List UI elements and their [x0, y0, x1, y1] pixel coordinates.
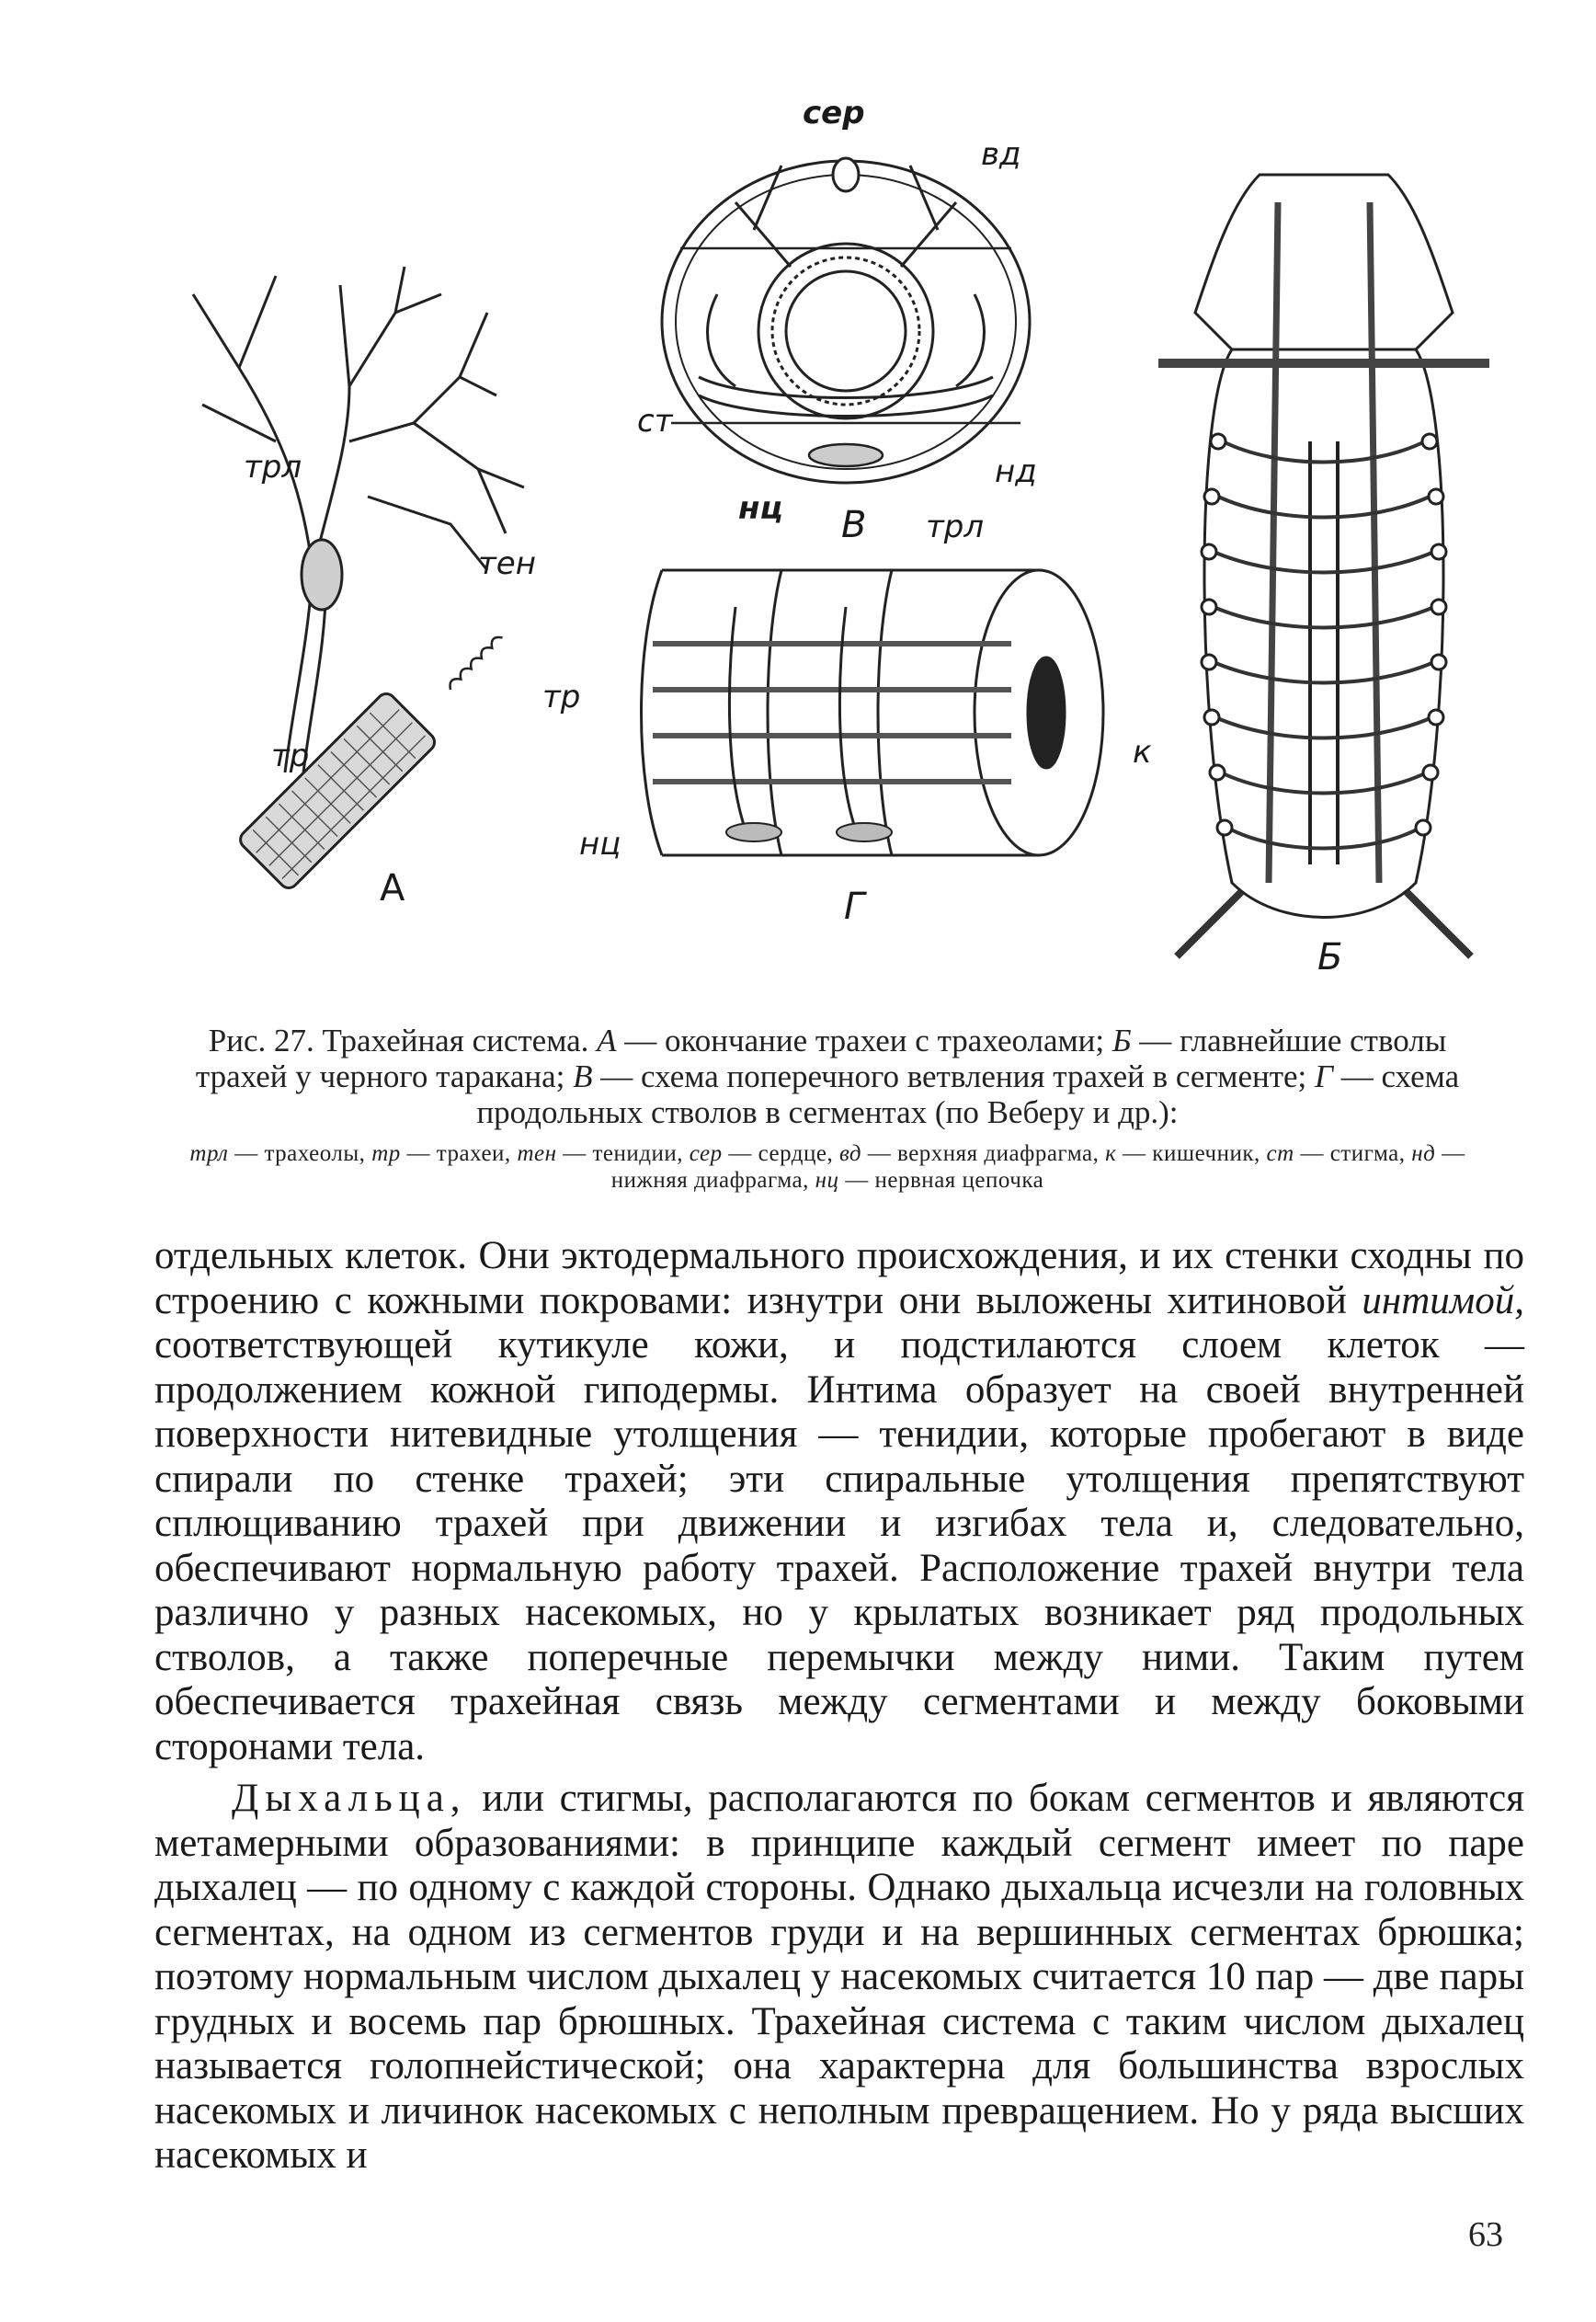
drawing-b-cockroach-trunks [1140, 166, 1508, 993]
label-trl-left: трл [244, 449, 302, 486]
label-b: Б [1317, 936, 1343, 978]
drawing-v-cross-section [644, 138, 1048, 524]
label-tr-mid: тр [542, 679, 581, 715]
label-k: к [1133, 734, 1152, 771]
label-ten: тен [478, 545, 536, 582]
body-text [154, 1234, 1524, 2179]
label-nc-top: нц [738, 490, 783, 527]
drawing-g-longitudinal-trunks [607, 552, 1122, 883]
figure-27 [0, 0, 1596, 1012]
paragraph-1: отдельных клеток. Они эктодермального происхождения, и их стенки сходны по строению с кожными покровами: изнутри они выложены хитиновой интимой, соответствующей кутикуле кожи, и подстилаются слоем клеток — продолжением кожной гиподермы. Интима образует на своей внутренней поверхности нитевидные утолщения — тенидии, которые пробегают в виде спирали по стенке трахей; эти спиральные утолщения препятствуют сплющиванию трахей при движении и изгибах тела и, следовательно, обеспечивают нормальную работу трахей. Расположение трахей внутри тела различно у разных насекомых, но у крылатых возникает ряд продольных стволов, а также поперечные перемычки между ними. Таким путем обеспечивается трахейная связь между сегментами и между боковыми сторонами тела. [154, 1234, 1524, 1768]
label-ser: сер [803, 95, 865, 132]
figure-caption: Рис. 27. Трахейная система. А — окончание трахеи с трахеолами; Б — главнейшие стволы трахей у черного таракана; В — схема поперечного ветвления трахей в сегменте; Г — схема продольных стволов в сегментах (по Веберу и др.): [195, 1023, 1460, 1130]
label-a: А [380, 867, 405, 909]
label-trl-mid: трл [926, 509, 985, 545]
label-st: ст [637, 403, 673, 440]
label-vd: вд [981, 136, 1021, 173]
label-g: Г [844, 886, 865, 928]
label-nd: нд [995, 453, 1037, 490]
label-tr-left: тр [271, 738, 310, 774]
figure-legend: трл — трахеолы, тр — трахеи, тен — тенидии, сер — сердце, вд — верхняя диафрагма, к — кишечник, ст — стигма, нд — нижняя диафрагма, нц — нервная цепочка [189, 1141, 1465, 1193]
page-number: 63 [1468, 2215, 1503, 2254]
label-v: В [841, 504, 867, 546]
label-nc-bottom: нц [579, 826, 621, 863]
paragraph-2: Дыхальца, или стигмы, располагаются по бокам сегментов и являются метамерными образованиями: в принципе каждый сегмент имеет по паре дыхалец — по одному с каждой стороны. Однако дыхальца исчезли на головных сегментах, на одном из сегментов груди и на вершинных сегментах брюшка; поэтому нормальным числом дыхалец у насекомых считается 10 пар — две пары грудных и восемь пар брюшных. Трахейная система с таким числом дыхалец называется голопнейстической; она характерна для большинства взрослых насекомых и личинок насекомых с неполным превращением. Но у ряда высших насекомых и [154, 1777, 1524, 2177]
